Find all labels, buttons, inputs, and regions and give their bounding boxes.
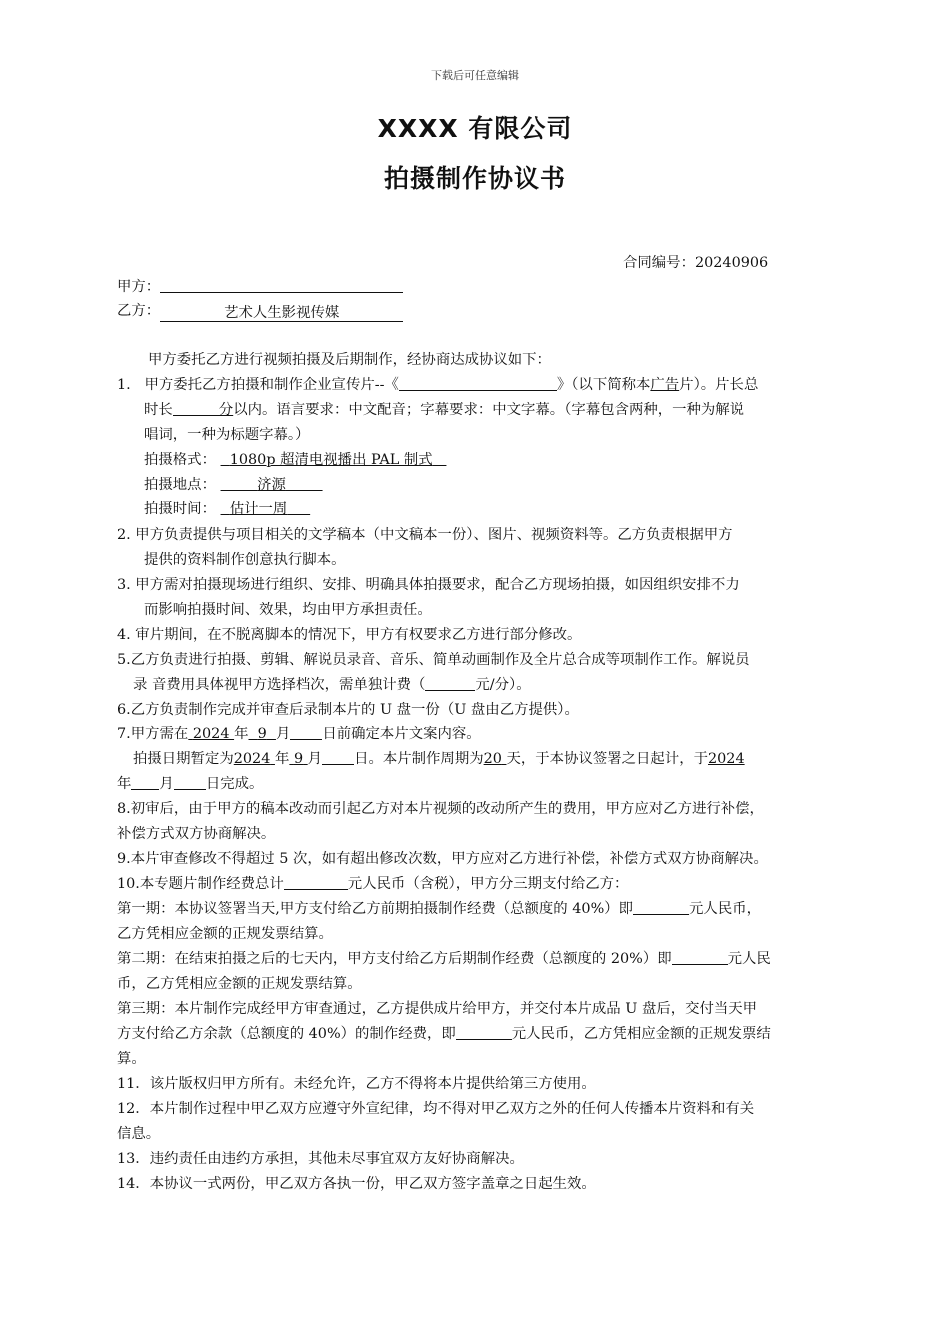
shoot-place-value: 济源	[257, 477, 286, 493]
clause-3-line-1: 3. 甲方需对拍摄现场进行组织、安排、明确具体拍摄要求，配合乙方现场拍摄，如因组织安排不力	[117, 577, 740, 593]
payment-2-line-2: 币，乙方凭相应金额的正规发票结算。	[117, 976, 362, 992]
payment-1-line-2: 乙方凭相应金额的正规发票结算。	[117, 926, 333, 942]
payment-3-line-2: 方支付给乙方余款（总额度的 40%）的制作经费，即 元人民币，乙方凭相应金额的正规发票结	[117, 1026, 771, 1042]
shoot-time-line: 拍摄时间： 估计一周	[144, 499, 310, 519]
payment-1-line-1: 第一期：本协议签署当天,甲方支付给乙方前期拍摄制作经费（总额度的 40%）即 元人民币，	[117, 901, 761, 917]
payment-3-line-3: 算。	[117, 1051, 146, 1067]
copy-deadline-month: 9	[257, 726, 267, 742]
completion-year: 2024	[707, 751, 745, 767]
document-title: 拍摄制作协议书	[383, 164, 566, 193]
party-a-line	[117, 277, 403, 297]
payment-1-blank	[633, 900, 689, 915]
production-days: 20	[483, 751, 502, 767]
clause-7-line-3: 年 月 日完成。	[117, 776, 264, 792]
clause-1-line-2: 时长 分以内。语言要求：中文配音；字幕要求：中文字幕。（字幕包含两种，一种为解说	[144, 402, 745, 418]
clause-1-line-3: 唱词，一种为标题字幕。）	[144, 427, 310, 443]
clause-2-line-2: 提供的资料制作创意执行脚本。	[144, 552, 346, 568]
shoot-date-year: 2024	[233, 751, 271, 767]
clause-6: 6.乙方负责制作完成并审查后录制本片的 U 盘一份（U 盘由乙方提供）。	[117, 702, 579, 718]
clause-10: 10.本专题片制作经费总计 元人民币（含税），甲方分三期支付给乙方：	[117, 876, 629, 892]
shoot-place-line: 拍摄地点： 济源	[144, 475, 323, 495]
shoot-date-month: 9	[293, 751, 304, 767]
clause-7-line-1: 7.甲方需在 2024 年 9 月 日前确定本片文案内容。	[117, 726, 481, 742]
clause-11: 11．该片版权归甲方所有。未经允许，乙方不得将本片提供给第三方使用。	[117, 1076, 596, 1092]
clause-1-number: 1.	[117, 377, 131, 393]
duration-blank	[173, 401, 219, 416]
clause-5-line-2: 录 音费用具体视甲方选择档次，需单独计费（ 元/分）。	[133, 677, 531, 693]
clause-14: 14．本协议一式两份，甲乙双方各执一份，甲乙双方签字盖章之日起生效。	[117, 1176, 596, 1192]
clause-3-line-2: 而影响拍摄时间、效果，均由甲方承担责任。	[144, 602, 432, 618]
intro-text: 甲方委托乙方进行视频拍摄及后期制作，经协商达成协议如下：	[148, 352, 551, 368]
payment-3-blank	[456, 1025, 512, 1040]
header-note: 下载后可任意编辑	[431, 69, 519, 82]
clause-8-line-2: 补偿方式双方协商解决。	[117, 826, 276, 842]
clause-5-line-1: 5.乙方负责进行拍摄、剪辑、解说员录音、音乐、简单动画制作及全片总合成等项制作工作。解说员	[117, 652, 750, 668]
payment-3-line-1: 第三期：本片制作完成经甲方审查通过，乙方提供成片给甲方，并交付本片成品 U 盘后，交付当天甲	[117, 1001, 758, 1017]
total-fee-blank	[284, 875, 348, 890]
party-a-label: 甲方：	[117, 279, 161, 295]
payment-2-line-1: 第二期：在结束拍摄之后的七天内，甲方支付给乙方后期制作经费（总额度的 20%）即 元人民	[117, 951, 771, 967]
copy-deadline-year: 2024	[192, 726, 230, 742]
clause-12-line-1: 12．本片制作过程中甲乙双方应遵守外宣纪律，均不得对甲乙双方之外的任何人传播本片资料和有关	[117, 1101, 755, 1117]
shoot-format-line: 拍摄格式： 1080p 超清电视播出 PAL 制式	[144, 450, 446, 470]
company-title: XXXX 有限公司	[377, 114, 573, 143]
ad-title-blank	[399, 376, 557, 391]
copy-deadline-day-blank	[290, 725, 322, 740]
voice-fee-blank	[425, 676, 475, 691]
party-a-blank	[160, 278, 403, 293]
completion-month-blank	[131, 775, 159, 790]
clause-12-line-2: 信息。	[117, 1126, 161, 1142]
completion-day-blank	[174, 775, 206, 790]
clause-13: 13．违约责任由违约方承担，其他未尽事宜双方友好协商解决。	[117, 1151, 524, 1167]
shoot-date-day-blank	[322, 750, 354, 765]
payment-2-blank	[672, 950, 728, 965]
clause-8-line-1: 8.初审后，由于甲方的稿本改动而引起乙方对本片视频的改动所产生的费用，甲方应对乙方进行补偿，	[117, 801, 764, 817]
clause-2-line-1: 2. 甲方负责提供与项目相关的文学稿本（中文稿本一份）、图片、视频资料等。乙方负责根据甲方	[117, 527, 733, 543]
clause-4: 4. 审片期间，在不脱离脚本的情况下，甲方有权要求乙方进行部分修改。	[117, 627, 582, 643]
contract-number: 合同编号：20240906	[623, 255, 769, 271]
shoot-format-value: 1080p 超清电视播出 PAL 制式	[229, 452, 433, 468]
shoot-time-value: 估计一周	[229, 501, 288, 517]
party-b-line	[117, 301, 403, 322]
clause-1-line-1: 1. 甲方委托乙方拍摄和制作企业宣传片--《 》（以下简称本广告片）。片长总	[117, 377, 759, 393]
clause-9: 9.本片审查修改不得超过 5 次，如有超出修改次数，甲方应对乙方进行补偿，补偿方式双方协商解决。	[117, 851, 768, 867]
party-b-name: 艺术人生影视传媒	[160, 303, 403, 322]
party-b-label: 乙方：	[117, 303, 161, 319]
clause-7-line-2: 拍摄日期暂定为2024 年 9 月 日。本片制作周期为20 天，于本协议签署之日起计，于2024	[133, 751, 745, 767]
